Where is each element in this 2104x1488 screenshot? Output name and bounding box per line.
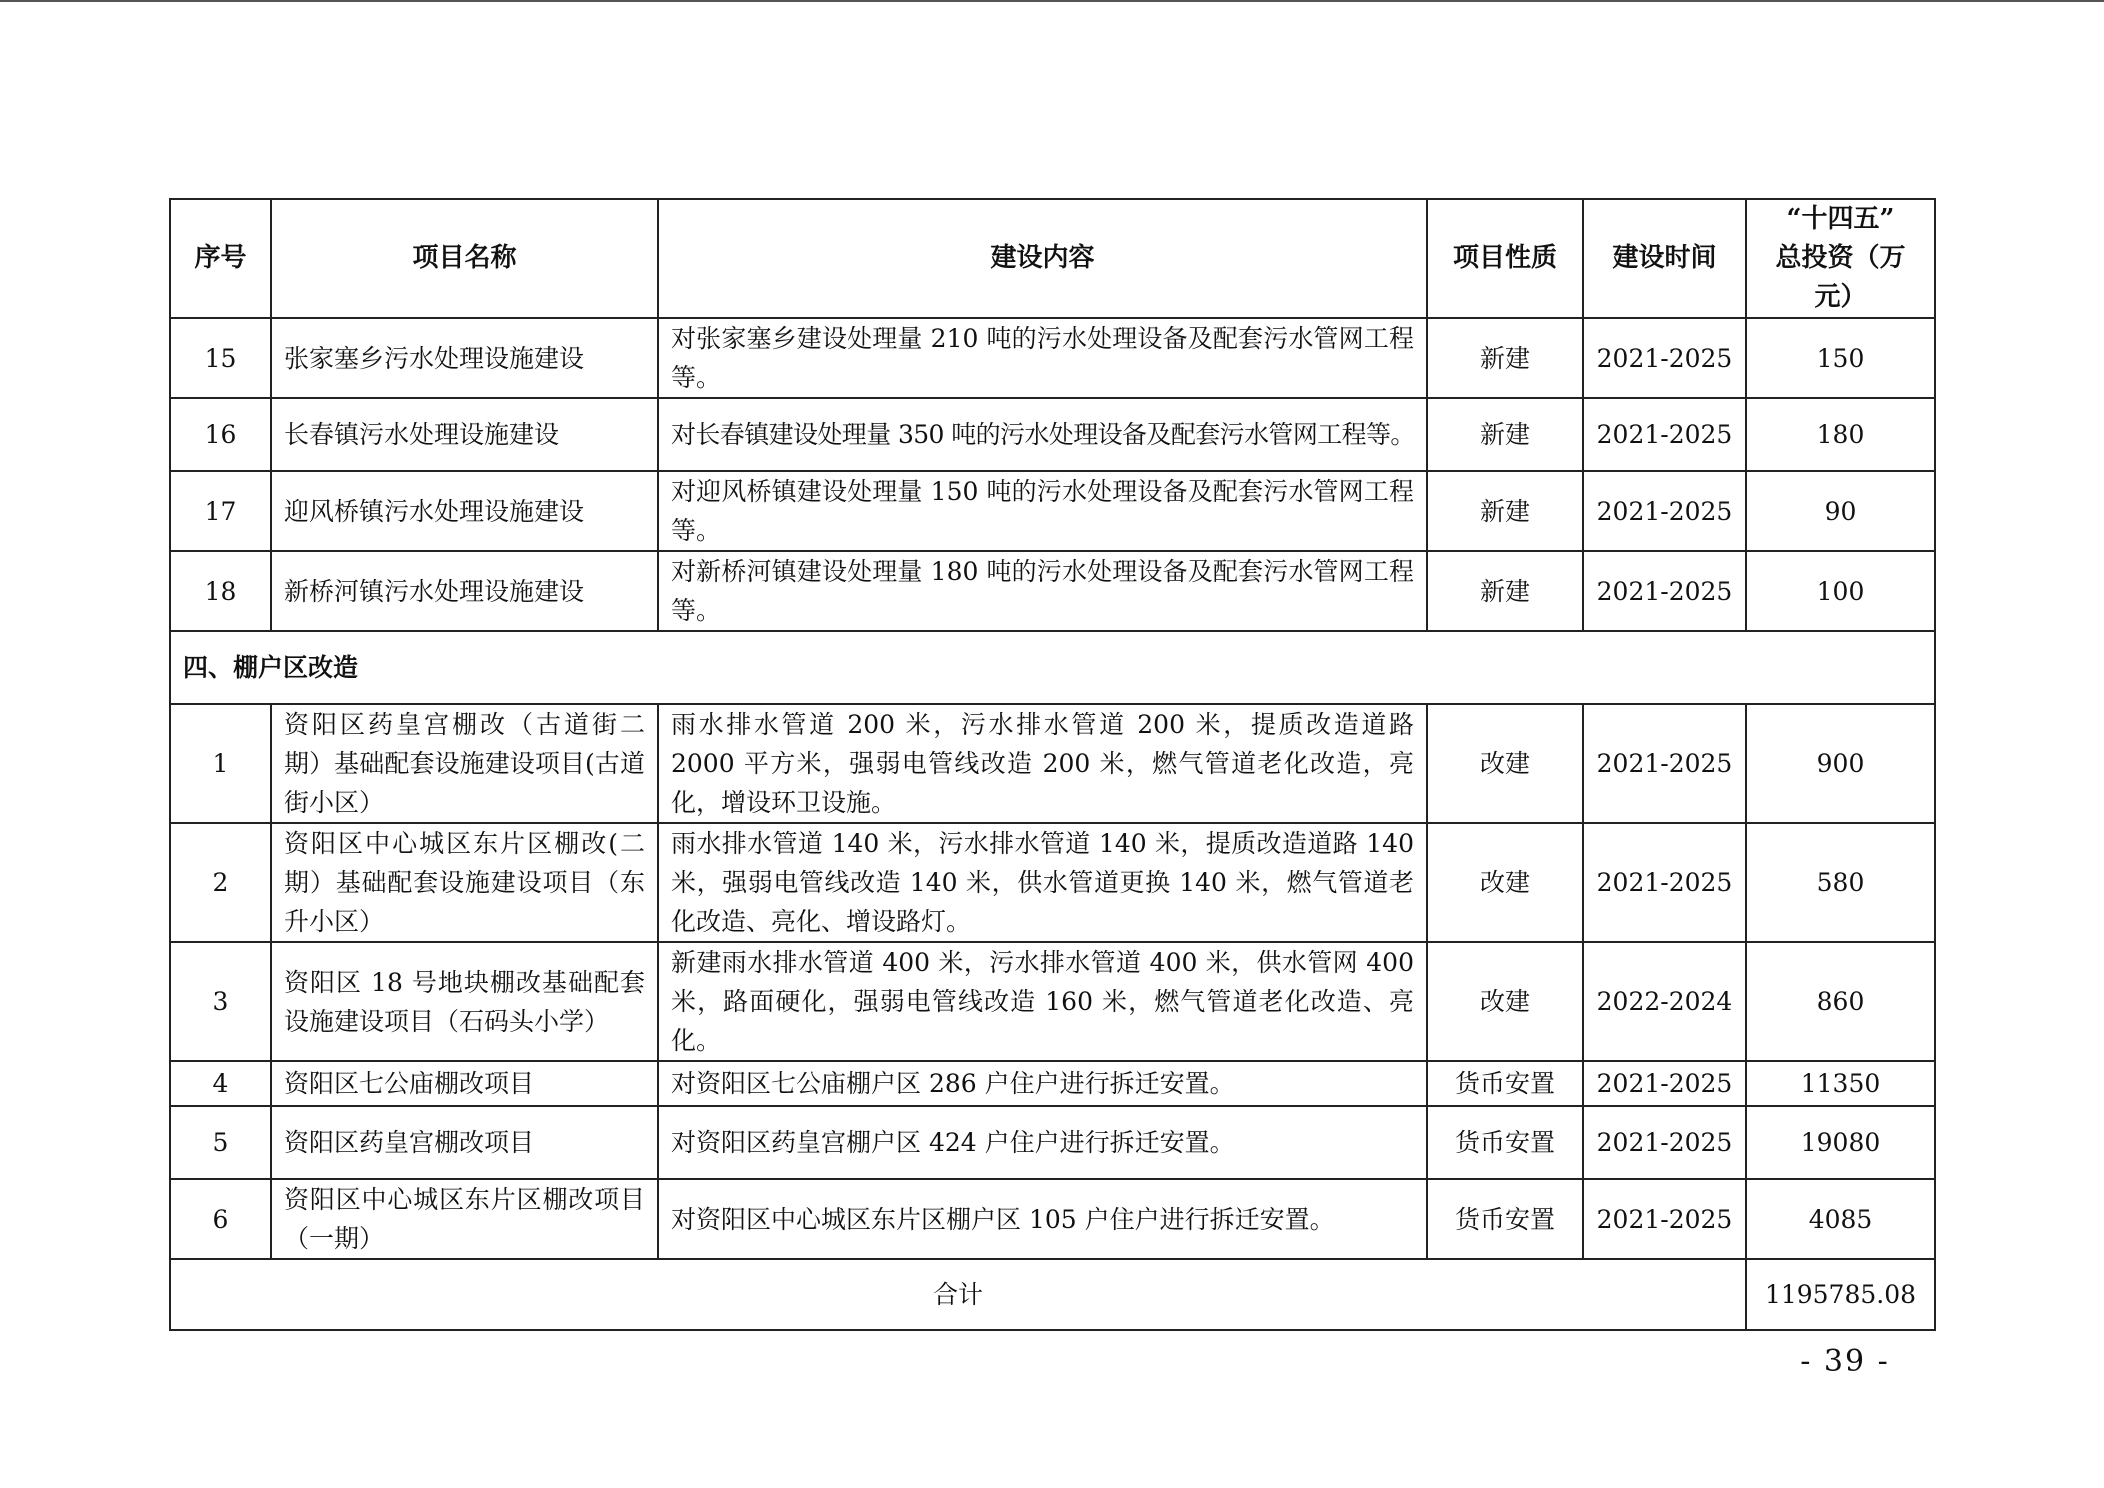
row-nature: 新建 — [1427, 471, 1583, 551]
row-investment: 860 — [1746, 942, 1935, 1061]
table-row — [170, 942, 1935, 1061]
row-content: 对资阳区药皇宫棚户区 424 户住户进行拆迁安置。 — [658, 1106, 1427, 1179]
row-period: 2021-2025 — [1583, 704, 1746, 823]
row-seq: 5 — [170, 1106, 271, 1179]
header-nature: 项目性质 — [1427, 199, 1583, 318]
row-period: 2021-2025 — [1583, 823, 1746, 942]
row-nature: 新建 — [1427, 398, 1583, 471]
row-name: 资阳区中心城区东片区棚改(二期）基础配套设施建设项目（东升小区） — [271, 823, 658, 942]
row-investment: 900 — [1746, 704, 1935, 823]
investment-table — [169, 198, 1936, 1331]
header-period: 建设时间 — [1583, 199, 1746, 318]
section-title: 四、棚户区改造 — [170, 631, 1935, 704]
row-name: 资阳区中心城区东片区棚改项目（一期） — [271, 1179, 658, 1259]
row-seq: 2 — [170, 823, 271, 942]
row-investment: 90 — [1746, 471, 1935, 551]
table-row — [170, 471, 1935, 551]
row-seq: 16 — [170, 398, 271, 471]
row-period: 2022-2024 — [1583, 942, 1746, 1061]
row-nature: 货币安置 — [1427, 1061, 1583, 1106]
table-row — [170, 1106, 1935, 1179]
row-nature: 新建 — [1427, 551, 1583, 631]
row-seq: 3 — [170, 942, 271, 1061]
row-name: 长春镇污水处理设施建设 — [271, 398, 658, 471]
page-number: - 39 - — [1800, 1344, 1890, 1379]
row-content: 对迎风桥镇建设处理量 150 吨的污水处理设备及配套污水管网工程等。 — [658, 471, 1427, 551]
row-nature: 改建 — [1427, 942, 1583, 1061]
row-investment: 580 — [1746, 823, 1935, 942]
header-seq: 序号 — [170, 199, 271, 318]
row-nature: 改建 — [1427, 704, 1583, 823]
table-header-row — [170, 199, 1935, 318]
row-nature: 货币安置 — [1427, 1179, 1583, 1259]
row-content: 对新桥河镇建设处理量 180 吨的污水处理设备及配套污水管网工程等。 — [658, 551, 1427, 631]
row-period: 2021-2025 — [1583, 398, 1746, 471]
table-row — [170, 318, 1935, 398]
row-seq: 17 — [170, 471, 271, 551]
total-value: 1195785.08 — [1746, 1259, 1935, 1330]
row-period: 2021-2025 — [1583, 318, 1746, 398]
table-row — [170, 704, 1935, 823]
row-investment: 180 — [1746, 398, 1935, 471]
header-name: 项目名称 — [271, 199, 658, 318]
row-seq: 15 — [170, 318, 271, 398]
row-content: 对长春镇建设处理量 350 吨的污水处理设备及配套污水管网工程等。 — [658, 398, 1427, 471]
row-content: 对资阳区中心城区东片区棚户区 105 户住户进行拆迁安置。 — [658, 1179, 1427, 1259]
row-seq: 18 — [170, 551, 271, 631]
row-content: 对张家塞乡建设处理量 210 吨的污水处理设备及配套污水管网工程等。 — [658, 318, 1427, 398]
row-name: 张家塞乡污水处理设施建设 — [271, 318, 658, 398]
row-period: 2021-2025 — [1583, 1179, 1746, 1259]
row-content: 新建雨水排水管道 400 米，污水排水管道 400 米，供水管网 400 米，路面硬化，强弱电管线改造 160 米，燃气管道老化改造、亮化。 — [658, 942, 1427, 1061]
table-row — [170, 823, 1935, 942]
row-content: 雨水排水管道 200 米，污水排水管道 200 米，提质改造道路 2000 平方米，强弱电管线改造 200 米，燃气管道老化改造，亮化，增设环卫设施。 — [658, 704, 1427, 823]
row-seq: 6 — [170, 1179, 271, 1259]
row-seq: 4 — [170, 1061, 271, 1106]
row-nature: 新建 — [1427, 318, 1583, 398]
row-name: 资阳区药皇宫棚改项目 — [271, 1106, 658, 1179]
row-investment: 150 — [1746, 318, 1935, 398]
header-content: 建设内容 — [658, 199, 1427, 318]
row-name: 迎风桥镇污水处理设施建设 — [271, 471, 658, 551]
table-row — [170, 551, 1935, 631]
total-label: 合计 — [170, 1259, 1746, 1330]
section-row — [170, 631, 1935, 704]
row-name: 新桥河镇污水处理设施建设 — [271, 551, 658, 631]
row-period: 2021-2025 — [1583, 551, 1746, 631]
row-investment: 19080 — [1746, 1106, 1935, 1179]
row-nature: 货币安置 — [1427, 1106, 1583, 1179]
row-period: 2021-2025 — [1583, 1061, 1746, 1106]
row-period: 2021-2025 — [1583, 471, 1746, 551]
row-name: 资阳区药皇宫棚改（古道街二期）基础配套设施建设项目(古道街小区） — [271, 704, 658, 823]
table-row — [170, 398, 1935, 471]
row-nature: 改建 — [1427, 823, 1583, 942]
table-row — [170, 1179, 1935, 1259]
row-investment: 11350 — [1746, 1061, 1935, 1106]
row-investment: 4085 — [1746, 1179, 1935, 1259]
row-content: 对资阳区七公庙棚户区 286 户住户进行拆迁安置。 — [658, 1061, 1427, 1106]
header-investment-line2: 总投资（万元） — [1775, 243, 1906, 312]
total-row — [170, 1259, 1935, 1330]
row-name: 资阳区 18 号地块棚改基础配套设施建设项目（石码头小学） — [271, 942, 658, 1061]
header-investment — [1746, 199, 1935, 318]
row-investment: 100 — [1746, 551, 1935, 631]
row-period: 2021-2025 — [1583, 1106, 1746, 1179]
row-name: 资阳区七公庙棚改项目 — [271, 1061, 658, 1106]
top-border-line — [0, 0, 2104, 2]
table-row — [170, 1061, 1935, 1106]
row-seq: 1 — [170, 704, 271, 823]
header-investment-line1: “十四五” — [1786, 204, 1895, 234]
row-content: 雨水排水管道 140 米，污水排水管道 140 米，提质改造道路 140 米，强弱电管线改造 140 米，供水管道更换 140 米，燃气管道老化改造、亮化、增设路灯。 — [658, 823, 1427, 942]
